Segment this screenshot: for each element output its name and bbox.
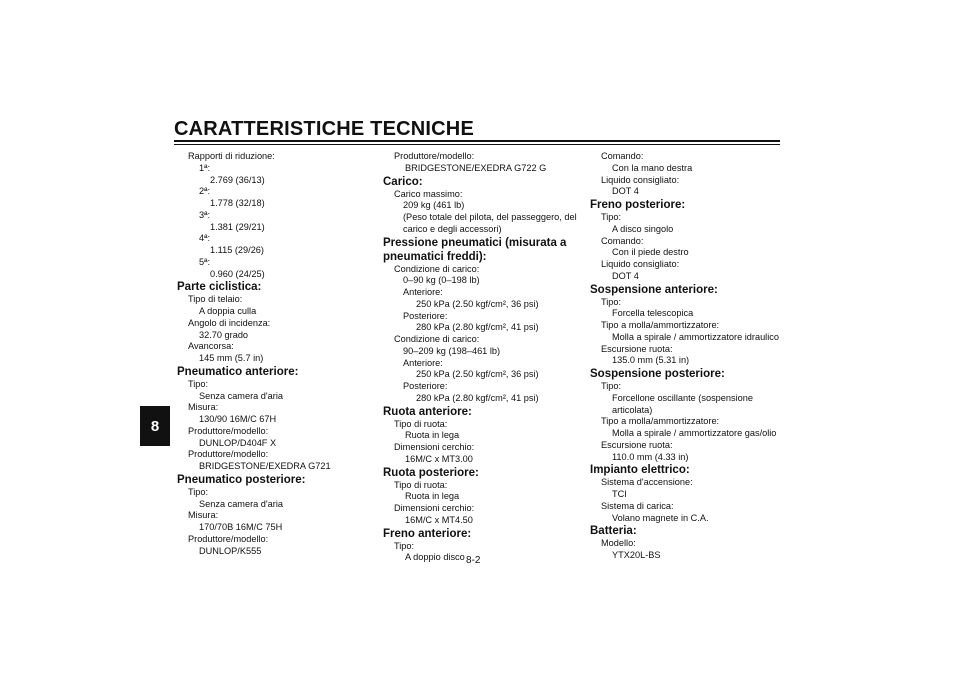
spec-label: Tipo di telaio: (188, 294, 243, 305)
header-rule-thin (174, 144, 780, 145)
spec-value: 90–209 kg (198–461 lb) (403, 345, 501, 356)
spec-value: DOT 4 (612, 186, 639, 197)
spec-value: Con il piede destro (612, 247, 689, 258)
spec-label: Tipo di ruota: (394, 418, 448, 429)
spec-value: 16M/C x MT3.00 (405, 453, 473, 464)
spec-value: Forcella telescopica (612, 308, 694, 319)
spec-value: YTX20L-BS (612, 550, 661, 560)
section-heading: Sospensione posteriore: (590, 368, 725, 380)
section-heading: Freno anteriore: (383, 527, 472, 540)
spec-value: Con la mano destra (612, 162, 693, 173)
spec-label: Modello: (601, 538, 636, 549)
spec-value: 110.0 mm (4.33 in) (612, 451, 689, 462)
spec-value: Ruota in lega (405, 491, 460, 502)
spec-value: DUNLOP/D404F X (199, 437, 277, 448)
spec-value: 0–90 kg (0–198 lb) (403, 275, 480, 286)
section-heading: Ruota anteriore: (383, 405, 472, 418)
spec-value: 250 kPa (2.50 kgf/cm², 36 psi) (416, 369, 539, 380)
spec-label: Liquido consigliato: (601, 174, 680, 185)
spec-column-2 (383, 151, 583, 564)
spec-label: Tipo: (188, 378, 209, 389)
section-heading: Batteria: (590, 525, 637, 538)
spec-value: Ruota in lega (405, 430, 460, 441)
spec-label: Rapporti di riduzione: (188, 151, 275, 161)
section-heading: Pressione pneumatici (misurata a pneumatici freddi): (383, 236, 567, 263)
section-heading: Freno posteriore: (590, 199, 686, 211)
spec-value: Forcellone oscillante (sospensione articolata) (612, 392, 753, 415)
spec-label: Dimensioni cerchio: (394, 442, 475, 452)
spec-value: 1.115 (29/26) (210, 245, 264, 255)
spec-value: 0.960 (24/25) (210, 268, 265, 279)
spec-label: Dimensioni cerchio: (394, 503, 475, 513)
spec-label: Tipo: (601, 296, 622, 307)
spec-label: Tipo: (601, 212, 622, 222)
spec-label: Angolo di incidenza: (188, 317, 271, 328)
spec-value: 280 kPa (2.80 kgf/cm², 41 psi) (416, 392, 539, 403)
spec-label: Posteriore: (403, 381, 448, 391)
spec-value: 2.769 (36/13) (210, 174, 265, 185)
spec-column-3 (590, 151, 785, 562)
spec-value: 32.70 grado (199, 329, 249, 340)
section-heading: Pneumatico anteriore: (177, 365, 299, 378)
spec-label: 4ª: (199, 233, 211, 244)
spec-label: Liquido consigliato: (601, 259, 680, 269)
spec-value: 16M/C x MT4.50 (405, 514, 473, 525)
spec-label: Posteriore: (403, 310, 448, 321)
spec-label: Tipo a molla/ammortizzatore: (601, 320, 720, 330)
spec-value: Volano magnete in C.A. (612, 512, 709, 523)
spec-label: Tipo: (601, 381, 622, 391)
spec-label: Comando: (601, 151, 644, 161)
spec-label: 2ª: (199, 186, 211, 197)
spec-label: Misura: (188, 510, 219, 521)
spec-label: Anteriore: (403, 287, 443, 297)
spec-value: Molla a spirale / ammortizzatore gas/olio (612, 428, 777, 438)
spec-value: 280 kPa (2.80 kgf/cm², 41 psi) (416, 322, 539, 333)
section-heading: Carico: (383, 175, 423, 188)
spec-value: TCI (612, 489, 627, 499)
spec-value: DOT 4 (612, 270, 639, 281)
spec-label: Produttore/modello: (188, 533, 269, 544)
spec-value: A doppio disco (405, 552, 465, 563)
spec-label: Produttore/modello: (188, 425, 269, 436)
section-heading: Impianto elettrico: (590, 464, 690, 477)
spec-label: Tipo di ruota: (394, 479, 448, 490)
spec-value: BRIDGESTONE/EXEDRA G721 (199, 461, 331, 471)
section-heading: Sospensione anteriore: (590, 283, 718, 296)
spec-value: BRIDGESTONE/EXEDRA G722 G (405, 162, 547, 173)
spec-label: Produttore/modello: (188, 449, 269, 460)
spec-label: Sistema di carica: (601, 500, 674, 511)
spec-column-1 (177, 151, 367, 557)
spec-label: Carico massimo: (394, 188, 463, 199)
spec-value: 130/90 16M/C 67H (199, 414, 277, 424)
spec-value: 170/70B 16M/C 75H (199, 522, 283, 532)
spec-label: 5ª: (199, 256, 211, 267)
spec-value: Senza camera d'aria (199, 390, 283, 401)
spec-label: Misura: (188, 402, 219, 413)
spec-label: Tipo: (394, 540, 415, 551)
section-heading: Parte ciclistica: (177, 281, 262, 294)
spec-value: A disco singolo (612, 223, 674, 234)
spec-label: Produttore/modello: (394, 151, 475, 161)
spec-label: Escursione ruota: (601, 343, 673, 354)
spec-label: Comando: (601, 235, 644, 246)
spec-label: Avancorsa: (188, 341, 234, 352)
spec-label: Sistema d'accensione: (601, 477, 693, 488)
spec-note: (Peso totale del pilota, del passeggero, del carico e degli accessori) (403, 212, 577, 234)
page-title: CARATTERISTICHE TECNICHE (174, 118, 474, 140)
spec-label: Tipo a molla/ammortizzatore: (601, 416, 720, 427)
spec-label: Escursione ruota: (601, 439, 673, 450)
spec-value: 1.778 (32/18) (210, 198, 265, 208)
spec-label: Anteriore: (403, 357, 443, 368)
header-rule-thick (174, 140, 780, 142)
spec-value: 1.381 (29/21) (210, 221, 265, 232)
spec-label: Tipo: (188, 486, 209, 497)
spec-value: DUNLOP/K555 (199, 545, 262, 556)
spec-label: 3ª: (199, 209, 211, 220)
spec-value: A doppia culla (199, 306, 257, 316)
spec-value: Molla a spirale / ammortizzatore idraulico (612, 331, 779, 342)
spec-value: 209 kg (461 lb) (403, 200, 465, 211)
section-heading: Ruota posteriore: (383, 466, 479, 479)
spec-value: Senza camera d'aria (199, 498, 283, 509)
spec-label: 1ª: (199, 162, 211, 173)
page-number: 8-2 (466, 555, 481, 566)
spec-value: 145 mm (5.7 in) (199, 353, 264, 363)
spec-label: Condizione di carico: (394, 334, 480, 344)
chapter-tab: 8 (140, 406, 170, 446)
spec-label: Condizione di carico: (394, 263, 480, 274)
spec-value: 135.0 mm (5.31 in) (612, 355, 690, 366)
section-heading: Pneumatico posteriore: (177, 473, 306, 486)
spec-value: 250 kPa (2.50 kgf/cm², 36 psi) (416, 298, 539, 309)
